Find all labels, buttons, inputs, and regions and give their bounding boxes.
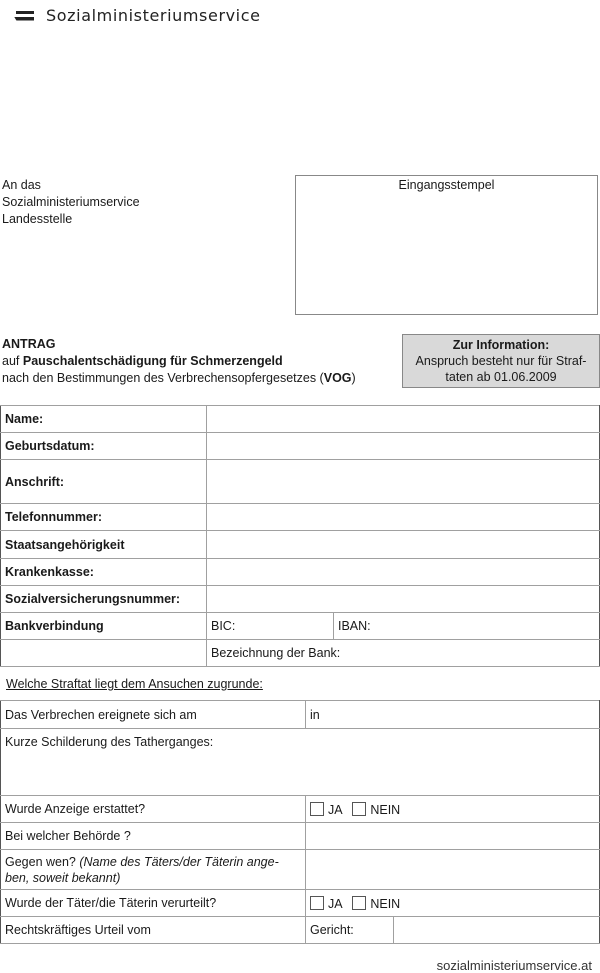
phone-input[interactable] — [207, 504, 600, 531]
address-line: Sozialministeriumservice — [2, 195, 140, 209]
table-row — [1, 613, 600, 640]
court-label: Gericht: — [306, 917, 394, 944]
phone-label: Telefonnummer: — [1, 504, 207, 531]
info-title: Zur Information: — [452, 338, 550, 352]
crime-description-input[interactable]: Kurze Schilderung des Tatherganges: — [1, 729, 600, 796]
against-label — [1, 850, 306, 890]
report-no-checkbox[interactable] — [352, 802, 366, 816]
recipient-address — [2, 177, 140, 228]
court-input[interactable] — [394, 917, 600, 944]
iban-input[interactable]: IBAN: — [334, 613, 600, 640]
table-row — [1, 823, 600, 850]
table-row — [1, 559, 600, 586]
table-row — [1, 850, 600, 890]
convicted-yes-checkbox[interactable] — [310, 896, 324, 910]
brand-name: Sozialministeriumservice — [46, 6, 261, 25]
convicted-label: Wurde der Täter/die Täterin verurteilt? — [1, 890, 306, 917]
judgment-date-input[interactable]: Rechtskräftiges Urteil vom — [1, 917, 306, 944]
against-hint: ben, soweit bekannt) — [5, 870, 121, 885]
table-row — [1, 460, 600, 504]
title-heading: ANTRAG — [2, 337, 56, 351]
insurance-label: Krankenkasse: — [1, 559, 207, 586]
subject-prefix: auf — [2, 354, 23, 368]
info-line: taten ab 01.06.2009 — [445, 370, 557, 384]
empty-cell — [1, 640, 207, 667]
crime-place-input[interactable]: in — [306, 701, 600, 729]
against-input[interactable] — [306, 850, 600, 890]
ministry-logo-icon — [14, 9, 36, 23]
ssn-input[interactable] — [207, 586, 600, 613]
crime-details-table — [0, 700, 600, 944]
name-label: Name: — [1, 406, 207, 433]
bank-name-input[interactable]: Bezeichnung der Bank: — [207, 640, 600, 667]
personal-data-table — [0, 405, 600, 667]
convicted-options — [306, 890, 600, 917]
convicted-no-checkbox[interactable] — [352, 896, 366, 910]
yes-label: JA — [328, 802, 342, 817]
legal-bold: VOG — [323, 371, 352, 385]
stamp-label: Eingangsstempel — [398, 178, 495, 192]
bic-input[interactable]: BIC: — [207, 613, 334, 640]
bank-label: Bankverbindung — [1, 613, 207, 640]
against-text: Gegen wen? — [5, 854, 80, 869]
birthdate-label: Geburtsdatum: — [1, 433, 207, 460]
against-hint: (Name des Täters/der Täterin ange- — [79, 854, 279, 869]
address-line: An das — [2, 178, 41, 192]
ssn-label: Sozialversicherungsnummer: — [1, 586, 207, 613]
insurance-input[interactable] — [207, 559, 600, 586]
crime-date-label[interactable]: Das Verbrechen ereignete sich am — [1, 701, 306, 729]
report-yes-checkbox[interactable] — [310, 802, 324, 816]
nationality-input[interactable] — [207, 531, 600, 559]
no-label: NEIN — [370, 802, 401, 817]
info-box — [402, 334, 600, 388]
address-input[interactable] — [207, 460, 600, 504]
table-row — [1, 406, 600, 433]
receipt-stamp-box — [295, 175, 598, 315]
subject-bold: Pauschalentschädigung für Schmerzengeld — [22, 354, 283, 368]
no-label: NEIN — [370, 896, 401, 911]
table-row — [1, 586, 600, 613]
authority-input[interactable] — [306, 823, 600, 850]
name-input[interactable] — [207, 406, 600, 433]
crime-section-title: Welche Straftat liegt dem Ansuchen zugrunde: — [6, 677, 263, 691]
address-label: Anschrift: — [1, 460, 207, 504]
birthdate-input[interactable] — [207, 433, 600, 460]
table-row — [1, 796, 600, 823]
legal-suffix: ) — [351, 371, 356, 385]
authority-label: Bei welcher Behörde ? — [1, 823, 306, 850]
table-row — [1, 917, 600, 944]
table-row — [1, 890, 600, 917]
footer-website: sozialministeriumservice.at — [436, 958, 592, 973]
table-row — [1, 701, 600, 729]
nationality-label: Staatsangehörigkeit — [1, 531, 207, 559]
application-title — [2, 336, 356, 387]
table-row — [1, 640, 600, 667]
legal-prefix: nach den Bestimmungen des Verbrechensopfergesetzes ( — [2, 371, 324, 385]
table-row — [1, 504, 600, 531]
report-options — [306, 796, 600, 823]
yes-label: JA — [328, 896, 342, 911]
title-legal-basis — [2, 370, 356, 387]
title-subject — [2, 353, 356, 370]
table-row — [1, 433, 600, 460]
report-label: Wurde Anzeige erstattet? — [1, 796, 306, 823]
table-row — [1, 729, 600, 796]
info-line: Anspruch besteht nur für Straf- — [415, 354, 587, 368]
table-row — [1, 531, 600, 559]
address-line: Landesstelle — [2, 212, 73, 226]
header-logo — [14, 6, 261, 25]
